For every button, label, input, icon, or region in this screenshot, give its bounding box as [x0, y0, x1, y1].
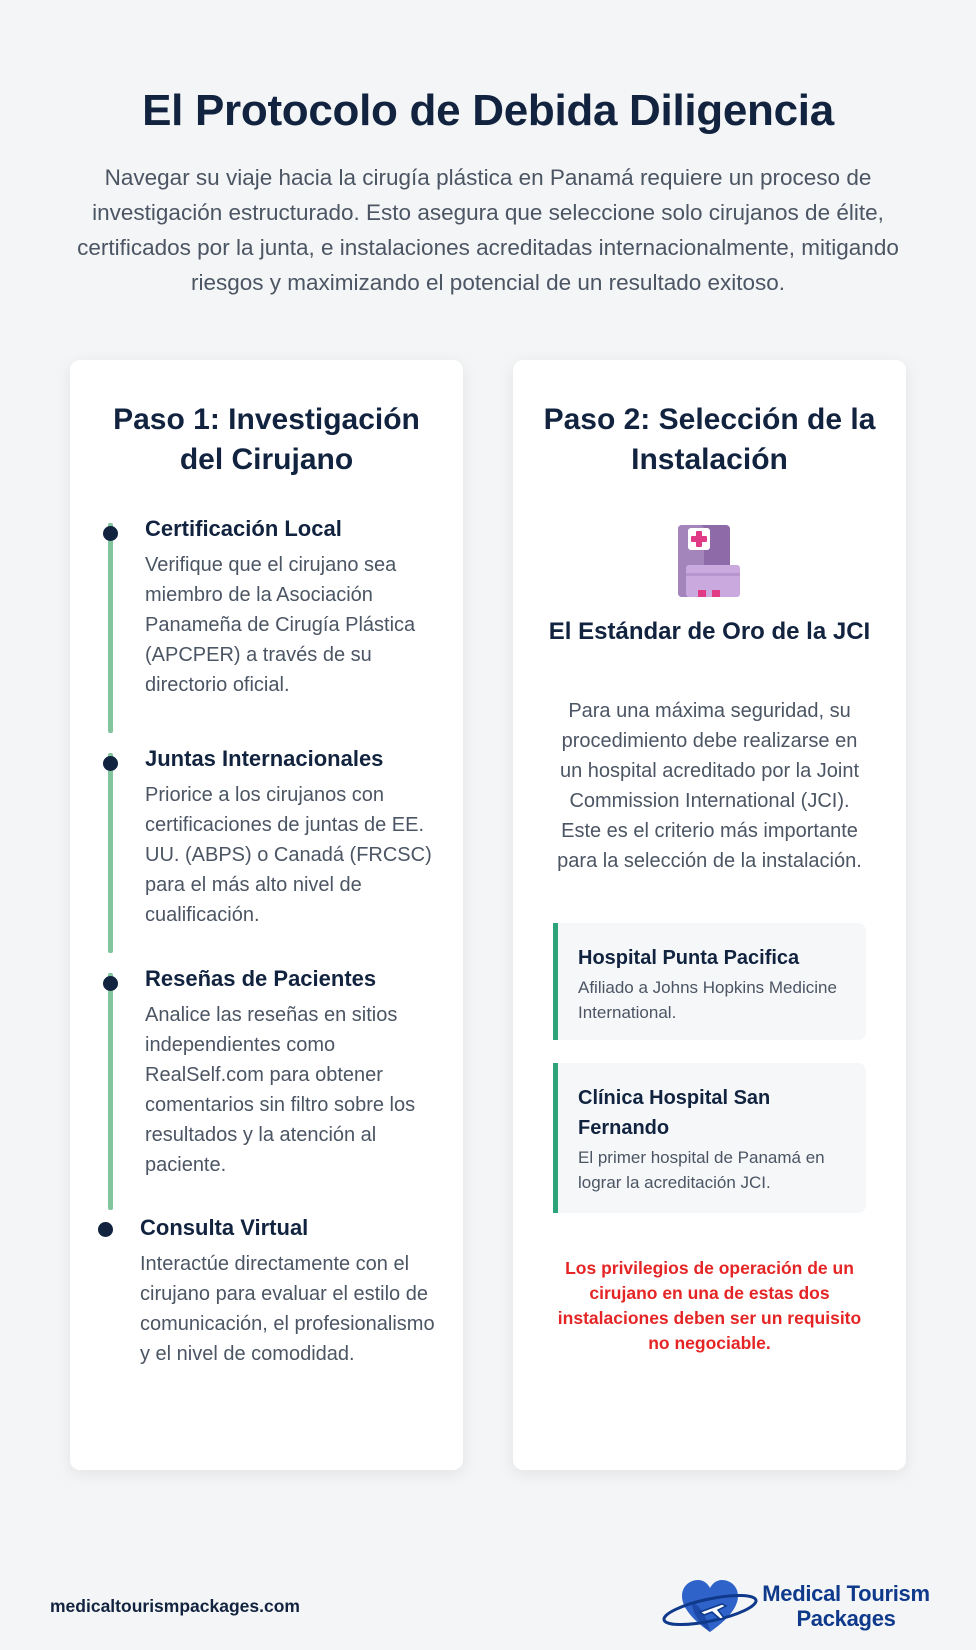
timeline-step: [145, 744, 435, 930]
timeline-segment: [108, 753, 113, 953]
hospital-card: [553, 923, 866, 1040]
hospital-name: Hospital Punta Pacifica: [578, 947, 800, 969]
timeline-step: [140, 1213, 435, 1369]
step1-title: Paso 1: Investigación del Cirujano: [113, 403, 420, 476]
brand-logo[interactable]: [660, 1576, 930, 1636]
heart-plane-icon: [660, 1576, 760, 1636]
timeline-segment: [108, 523, 113, 733]
page-title: El Protocolo de Debida Diligencia: [142, 86, 834, 135]
logo-text: [762, 1581, 930, 1631]
step-text: Priorice a los cirujanos con certificaciones de juntas de EE. UU. (ABPS) o Canadá (FRCSC) para el más alto nivel de cualificación.: [145, 784, 432, 926]
step-title: Certificación Local: [145, 516, 342, 541]
timeline-dot: [103, 526, 118, 541]
hospital-card: [553, 1063, 866, 1213]
step-title: Reseñas de Pacientes: [145, 966, 377, 991]
timeline-dot: [103, 976, 118, 991]
step-text: Analice las reseñas en sitios independientes como RealSelf.com para obtener comentarios sin filtro sobre los resultados y la atención al paciente.: [145, 1004, 416, 1176]
hospital-description: El primer hospital de Panamá en lograr la acreditación JCI.: [578, 1148, 825, 1192]
step-text: Verifique que el cirujano sea miembro de la Asociación Panameña de Cirugía Plástica (APCPER) a través de su directorio oficial.: [145, 554, 416, 696]
step-title: Juntas Internacionales: [145, 746, 384, 771]
step1-card: [70, 360, 463, 1470]
timeline-dot: [98, 1222, 113, 1237]
timeline-dot: [103, 756, 118, 771]
hospital-description: Afiliado a Johns Hopkins Medicine International.: [578, 978, 837, 1022]
hospital-building-icon: [676, 523, 742, 599]
step-text: Interactúe directamente con el cirujano para evaluar el estilo de comunicación, el profesionalismo y el nivel de comodidad.: [140, 1253, 435, 1365]
timeline-step: [145, 514, 435, 700]
timeline-segment: [108, 973, 113, 1210]
step2-card: [513, 360, 906, 1470]
intro-paragraph: Navegar su viaje hacia la cirugía plástica en Panamá requiere un proceso de investigación estructurado. Esto asegura que seleccione solo cirujanos de élite, certificados por la junta, e instalaciones acreditadas internacionalmente, mitigando riesgos y maximizando el potencial de un resultado exitoso.: [77, 165, 899, 295]
step2-title: Paso 2: Selección de la Instalación: [543, 403, 876, 476]
step-title: Consulta Virtual: [140, 1215, 309, 1240]
logo-line1: Medical Tourism: [762, 1581, 930, 1606]
warning-note: Los privilegios de operación de un cirujano en una de estas dos instalaciones deben ser un requisito no negociable.: [557, 1258, 862, 1353]
hospital-name: Clínica Hospital San Fernando: [578, 1087, 771, 1139]
logo-line2: Packages: [796, 1606, 896, 1631]
footer-url[interactable]: medicaltourismpackages.com: [50, 1596, 300, 1616]
jci-description: Para una máxima seguridad, su procedimiento debe realizarse en un hospital acreditado por la Joint Commission International (JCI). Este es el criterio más importante para la selección de la instalación.: [557, 700, 862, 872]
timeline-step: [145, 964, 435, 1180]
jci-subtitle: El Estándar de Oro de la JCI: [548, 618, 871, 645]
